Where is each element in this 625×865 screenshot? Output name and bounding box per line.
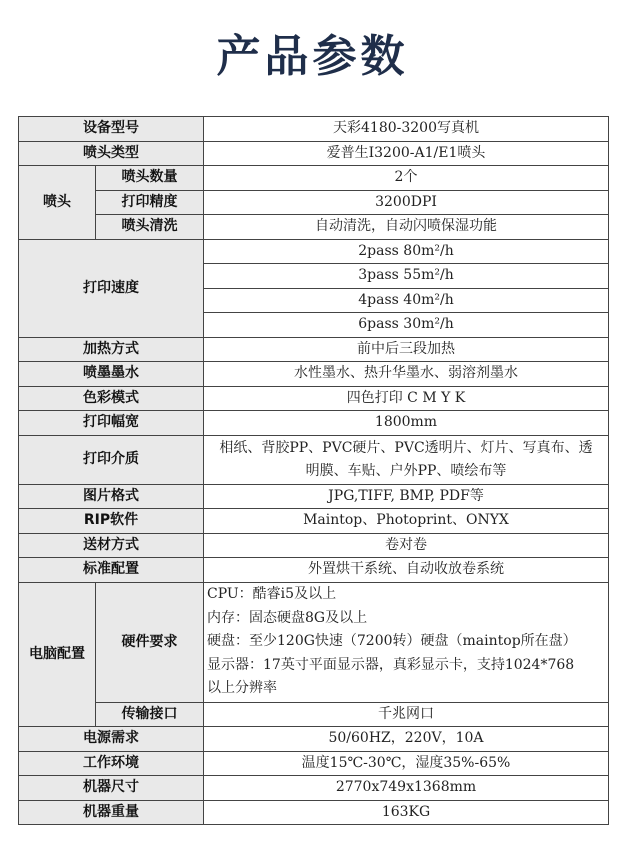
speed-label: 打印速度	[19, 239, 204, 337]
head-group-label: 喷头	[19, 166, 96, 240]
row-ink	[19, 362, 609, 387]
feeding-value: 卷对卷	[204, 533, 609, 558]
standard-value: 外置烘干系统、自动收放卷系统	[204, 558, 609, 583]
media-label: 打印介质	[19, 435, 204, 484]
row-head-precision	[19, 190, 609, 215]
ink-label: 喷墨墨水	[19, 362, 204, 387]
speed-value-3: 4pass 40m²/h	[204, 288, 609, 313]
model-value: 天彩4180-3200写真机	[204, 117, 609, 142]
row-size	[19, 776, 609, 801]
environment-value: 温度15℃-30℃，湿度35%-65%	[204, 751, 609, 776]
row-power	[19, 727, 609, 752]
page-title: 产品参数	[216, 31, 409, 82]
interface-value: 千兆网口	[204, 702, 609, 727]
row-model	[19, 117, 609, 142]
size-value: 2770x749x1368mm	[204, 776, 609, 801]
row-hardware	[19, 582, 609, 702]
environment-label: 工作环境	[19, 751, 204, 776]
media-value-line-1: 相纸、背胶PP、PVC硬片、PVC透明片、灯片、写真布、透	[219, 439, 593, 456]
row-color-mode	[19, 386, 609, 411]
heating-value: 前中后三段加热	[204, 337, 609, 362]
media-value-line-2: 明膜、车贴、户外PP、喷绘布等	[305, 462, 507, 479]
power-value: 50/60HZ，220V，10A	[204, 727, 609, 752]
spec-table	[18, 116, 609, 825]
image-format-label: 图片格式	[19, 484, 204, 509]
interface-label: 传输接口	[96, 702, 204, 727]
width-label: 打印幅宽	[19, 411, 204, 436]
hardware-line-monitor: 显示器：17英寸平面显示器，真彩显示卡，支持1024*768	[207, 656, 575, 673]
hardware-line-cpu: CPU：酷睿i5及以上	[207, 586, 337, 603]
hardware-label: 硬件要求	[96, 582, 204, 702]
head-precision-label: 打印精度	[96, 190, 204, 215]
standard-label: 标准配置	[19, 558, 204, 583]
row-feeding	[19, 533, 609, 558]
speed-value-2: 3pass 55m²/h	[204, 264, 609, 289]
head-precision-value: 3200DPI	[204, 190, 609, 215]
row-environment	[19, 751, 609, 776]
head-clean-label: 喷头清洗	[96, 215, 204, 240]
row-standard	[19, 558, 609, 583]
row-rip	[19, 509, 609, 534]
weight-label: 机器重量	[19, 800, 204, 825]
model-label: 设备型号	[19, 117, 204, 142]
row-weight	[19, 800, 609, 825]
hardware-value	[204, 582, 609, 702]
size-label: 机器尺寸	[19, 776, 204, 801]
speed-value-1: 2pass 80m²/h	[204, 239, 609, 264]
head-qty-label: 喷头数量	[96, 166, 204, 191]
media-value	[204, 435, 609, 484]
row-image-format	[19, 484, 609, 509]
hardware-line-disk: 硬盘：至少120G快速（7200转）硬盘（maintop所在盘）	[207, 633, 577, 650]
hardware-line-resolution: 以上分辨率	[207, 680, 277, 697]
speed-value-4: 6pass 30m²/h	[204, 313, 609, 338]
row-media	[19, 435, 609, 484]
ink-value: 水性墨水、热升华墨水、弱溶剂墨水	[204, 362, 609, 387]
row-speed-1	[19, 239, 609, 264]
power-label: 电源需求	[19, 727, 204, 752]
hardware-line-memory: 内存：固态硬盘8G及以上	[207, 609, 368, 626]
row-width	[19, 411, 609, 436]
row-head-clean	[19, 215, 609, 240]
color-mode-label: 色彩模式	[19, 386, 204, 411]
row-interface	[19, 702, 609, 727]
computer-label: 电脑配置	[19, 582, 96, 727]
feeding-label: 送材方式	[19, 533, 204, 558]
row-head-qty	[19, 166, 609, 191]
weight-value: 163KG	[204, 800, 609, 825]
row-head-type	[19, 141, 609, 166]
rip-value: Maintop、Photoprint、ONYX	[204, 509, 609, 534]
head-type-label: 喷头类型	[19, 141, 204, 166]
rip-label: RIP软件	[19, 509, 204, 534]
heating-label: 加热方式	[19, 337, 204, 362]
image-format-value: JPG,TIFF, BMP, PDF等	[204, 484, 609, 509]
width-value: 1800mm	[204, 411, 609, 436]
head-type-value: 爱普生I3200-A1/E1喷头	[204, 141, 609, 166]
color-mode-value: 四色打印 C M Y K	[204, 386, 609, 411]
head-qty-value: 2个	[204, 166, 609, 191]
row-heating	[19, 337, 609, 362]
head-clean-value: 自动清洗，自动闪喷保湿功能	[204, 215, 609, 240]
